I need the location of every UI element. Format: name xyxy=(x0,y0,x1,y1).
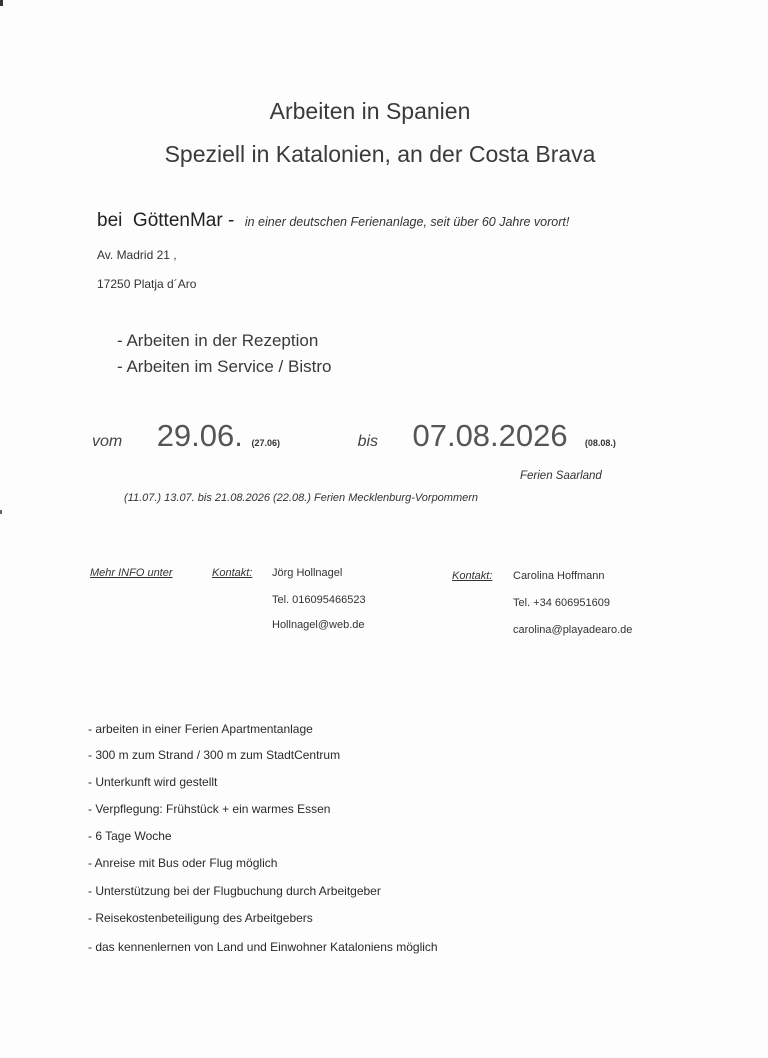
more-info-text: Mehr INFO unter xyxy=(90,567,173,579)
contact-phone-1: Tel. 016095466523 xyxy=(272,594,366,606)
benefit-item: - Unterstützung bei der Flugbuchung durch Arbeitgeber xyxy=(88,884,381,898)
employer-line xyxy=(97,210,569,232)
benefit-item: - Anreise mit Bus oder Flug möglich xyxy=(88,856,278,870)
contact-phone-2: Tel. +34 606951609 xyxy=(513,597,610,609)
employer-street: Av. Madrid 21 , xyxy=(97,248,177,262)
benefit-item: - Verpflegung: Frühstück + ein warmes Essen xyxy=(88,802,331,816)
period-from-date: 29.06. xyxy=(156,418,243,453)
contact-email-1: Hollnagel@web.de xyxy=(272,619,365,631)
period-to-note: (08.08.) xyxy=(584,438,616,448)
job-item-reception: - Arbeiten in der Rezeption xyxy=(117,331,319,350)
holiday-region-saarland: Ferien Saarland xyxy=(520,470,602,482)
holiday-alt-period: (11.07.) 13.07. bis 21.08.2026 (22.08.) Ferien Mecklenburg-Vorpommern xyxy=(124,492,479,504)
benefit-item: - Reisekostenbeteiligung des Arbeitgebers xyxy=(88,911,313,925)
contact-email-2: carolina@playadearo.de xyxy=(513,624,633,636)
page-subtitle: Speziell in Katalonien, an der Costa Brava xyxy=(164,141,596,167)
employer-prefix: bei xyxy=(97,210,123,231)
contact-name-2: Carolina Hoffmann xyxy=(513,570,605,582)
employer-city: 17250 Platja d´Aro xyxy=(97,277,197,291)
more-info-label xyxy=(90,567,173,579)
period-to-label: bis xyxy=(357,433,379,450)
contact-name-1: Jörg Hollnagel xyxy=(272,567,343,579)
employer-tagline: in einer deutschen Ferienanlage, seit über 60 Jahre vorort! xyxy=(244,215,570,229)
scan-edge-mark xyxy=(0,510,2,514)
employer-name: GöttenMar - xyxy=(132,210,235,231)
benefit-item: - Unterkunft wird gestellt xyxy=(88,775,218,789)
job-item-service: - Arbeiten im Service / Bistro xyxy=(117,357,332,376)
contact-label-2: Kontakt: xyxy=(452,570,493,582)
period-from-label: vom xyxy=(92,433,123,450)
benefit-item: - 300 m zum Strand / 300 m zum StadtCentrum xyxy=(88,748,341,762)
benefit-item: - das kennenlernen von Land und Einwohner Kataloniens möglich xyxy=(88,940,438,954)
page-title: Arbeiten in Spanien xyxy=(269,98,471,124)
period-to-date: 07.08.2026 xyxy=(412,418,568,453)
scan-edge-mark xyxy=(0,0,3,6)
period-line xyxy=(92,418,616,454)
benefit-item: - 6 Tage Woche xyxy=(88,829,172,843)
period-from-note: (27.06) xyxy=(251,438,281,448)
benefit-item: - arbeiten in einer Ferien Apartmentanlage xyxy=(88,722,313,736)
contact-label-1: Kontakt: xyxy=(212,567,253,579)
